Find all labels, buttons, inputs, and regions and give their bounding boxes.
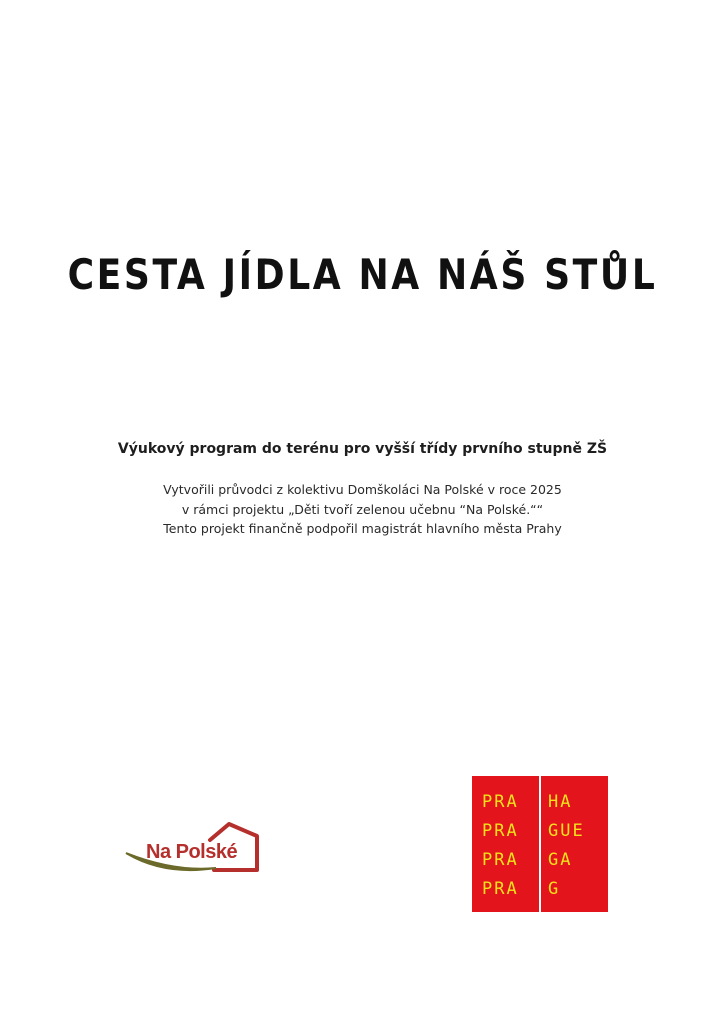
praha-logo-line: GA (548, 850, 573, 870)
credits-block (0, 480, 725, 539)
credits-line: Vytvořili průvodci z kolektivu Domškoláci Na Polské v roce 2025 (163, 482, 562, 497)
praha-logo-line: PRA (482, 792, 519, 812)
na-polske-logo (124, 818, 264, 878)
praha-logo-line: PRA (482, 850, 519, 870)
subtitle: Výukový program do terénu pro vyšší třídy prvního stupně ZŠ (117, 441, 608, 457)
praha-logo-line: GUE (548, 821, 585, 841)
praha-logo-divider (539, 776, 541, 912)
praha-logo (472, 776, 608, 912)
credits-line: Tento projekt finančně podpořil magistrát hlavního města Prahy (163, 521, 562, 536)
praha-logo-line: G (548, 879, 561, 899)
page-title: CESTA JÍDLA NA NÁŠ STŮL (67, 250, 658, 299)
praha-logo-line: HA (548, 792, 573, 812)
praha-logo-left-column (482, 788, 519, 904)
praha-logo-line: PRA (482, 821, 519, 841)
praha-logo-line: PRA (482, 879, 519, 899)
na-polske-logo-text: Na Polské (146, 841, 238, 863)
credits-line: v rámci projektu „Děti tvoří zelenou učebnu “Na Polské.““ (181, 501, 544, 517)
praha-logo-right-column (548, 788, 585, 904)
